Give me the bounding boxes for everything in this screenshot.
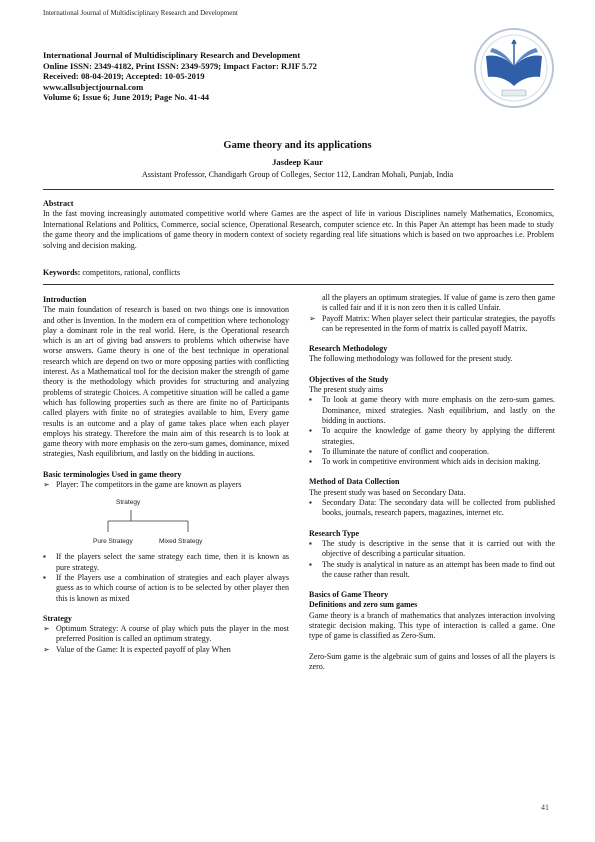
issn-line: Online ISSN: 2349-4182, Print ISSN: 2349-5979; Impact Factor: RJIF 5.72: [43, 60, 317, 71]
diagram-node-pure: Pure Strategy: [93, 538, 133, 546]
right-column: [309, 293, 555, 672]
square-bullet-icon: ▪: [309, 446, 312, 456]
research-type-heading: Research Type: [309, 528, 359, 538]
definitions-text: Game theory is a branch of mathematics that analyzes interaction involving strategic decision making. This type of interaction is called a game. One type of game is classified as Zero-Sum.: [309, 610, 555, 641]
data-collection-list: [309, 498, 555, 519]
dates-line: Received: 08-04-2019; Accepted: 10-05-2019: [43, 71, 205, 82]
research-type-list: [309, 539, 555, 580]
square-bullet-icon: ▪: [43, 572, 46, 582]
strategy-heading: Strategy: [43, 613, 72, 623]
data-collection-intro: The present study was based on Secondary Data.: [309, 487, 466, 497]
square-bullet-icon: ▪: [43, 552, 46, 562]
player-list: [43, 480, 289, 490]
arrow-bullet-icon: ➢: [43, 624, 50, 634]
basic-terms-heading: Basic terminologies Used in game theory: [43, 469, 182, 479]
list-item: ➢ Payoff Matrix: When player select their particular strategies, the payoffs can be represented in the form of matrix is called payoff Matrix.: [309, 313, 555, 333]
volume-line: Volume 6; Issue 6; June 2019; Page No. 41-44: [43, 92, 210, 103]
list-item: ▪ If the players select the same strategy each time, then it is known as pure strategy.: [43, 552, 289, 572]
abstract-heading: Abstract: [43, 199, 74, 208]
strategy-items: [43, 624, 289, 655]
list-item: ▪ The study is descriptive in the sense that it is carried out with the objective of describing a particular situation.: [309, 538, 555, 559]
running-head: International Journal of Multidisciplinary Research and Development: [43, 9, 238, 17]
introduction-text: The main foundation of research is based on two things one is innovation and other is Invention. In the modern era of competition where techonology play a dominant role in the real world. Here, is the Operational research which is an art of giving bad answers to problems which otherwise have worse answers. Game theory is one of the best technique in operational research which are depend on two or more opposing parties with conflicting interest. As a Mathematical tool for the decision maker the strength of game theory is the methodology which provides for structuring and analyzing problems of strategic Choices. A competitive situation will be called a game which has following properties such as there are finite no of Participants called players with finite no of strategies available to him, Every game results is an outcome and a play of game takes place when each player employs his strategy. Therefore the main aim of this research is to look at game theory with more emphasis on the zero-sum games, dominance, mixed strategies, Nash equilibrium, and lastly on the bidding in auctions.: [43, 305, 289, 459]
arrow-bullet-icon: ➢: [309, 313, 316, 323]
arrow-bullet-icon: ➢: [43, 480, 50, 490]
objectives-list: [309, 395, 555, 467]
data-collection-heading: Method of Data Collection: [309, 477, 400, 487]
divider-top: [43, 189, 554, 190]
square-bullet-icon: ▪: [309, 498, 312, 508]
journal-name: International Journal of Multidisciplinary Research and Development: [43, 50, 301, 60]
list-item: ➢ Value of the Game: It is expected payoff of play When: [43, 644, 231, 654]
journal-header: [43, 50, 463, 103]
introduction-heading: Introduction: [43, 295, 87, 304]
objectives-intro: The present study aims: [309, 385, 383, 395]
diagram-node-mixed: Mixed Strategy: [159, 538, 203, 546]
divider-abstract: [43, 284, 554, 285]
list-item: ▪ To acquire the knowledge of game theory by applying the different strategies.: [309, 426, 555, 446]
list-item: ➢ Player: The competitors in the game are known as players: [43, 480, 242, 490]
abstract-text: In the fast moving increasingly automated competitive world where Games are the aspect of life in various Disciplines namely Mathematics, Economics, International Relations and Politics, Commerce, social science, Operational Research, computer science etc. In this Paper An attempt has been made to study the game theory and the implications of game theory in modern context of society regarding real life situations which is based on two approaches i.e. Problem solving and decision making.: [43, 209, 554, 250]
square-bullet-icon: ▪: [309, 457, 312, 467]
list-item: ▪ Secondary Data: The secondary data will be collected from published books, journals, research papers, magazines, internet etc.: [309, 498, 555, 518]
list-item: ▪ The study is analytical in nature as an attempt has been made to find out the cause rather than result.: [309, 559, 555, 579]
strategy-diagram: [43, 490, 289, 552]
payoff-list: [309, 314, 555, 335]
arrow-bullet-icon: ➢: [43, 644, 50, 654]
square-bullet-icon: ▪: [309, 426, 312, 436]
list-item: ▪ To illuminate the nature of conflict and cooperation.: [309, 446, 489, 456]
research-methodology-text: The following methodology was followed for the present study.: [309, 354, 513, 364]
list-item: ▪ To look at game theory with more emphasis on the zero-sum games. Dominance, mixed strategies. Nash equilibrium, and lastly on the bidding in auctions.: [309, 395, 555, 425]
diagram-node-strategy: Strategy: [116, 499, 141, 507]
basics-heading: Basics of Game Theory: [309, 590, 389, 600]
value-of-game-continued: all the players an optimum strategies. If value of game is zero then game is called fair and if it is non zero then it is called Unfair.: [322, 293, 555, 313]
journal-logo: [472, 26, 556, 110]
keywords-label: Keywords:: [43, 268, 81, 277]
research-methodology-heading: Research Methodology: [309, 344, 388, 354]
keywords-text: competitors, rational, conflicts: [80, 268, 181, 277]
square-bullet-icon: ▪: [309, 395, 312, 405]
left-column: [43, 295, 289, 655]
square-bullet-icon: ▪: [309, 559, 312, 569]
website-line: www.allsubjectjournal.com: [43, 81, 144, 92]
definitions-heading: Definitions and zero sum games: [309, 600, 418, 610]
list-item: ▪ If the Players use a combination of strategies and each player always guess as to which course of action is to be selected by other player then this is known as mixed: [43, 572, 289, 603]
objectives-heading: Objectives of the Study: [309, 374, 389, 384]
square-bullet-icon: ▪: [309, 538, 312, 548]
list-item: ➢ Optimum Strategy: A course of play which puts the player in the most preferred Position is called an optimum strategy.: [43, 624, 289, 644]
keywords: [43, 268, 180, 277]
strategy-bullets: [43, 552, 289, 603]
author-name: Jasdeep Kaur: [272, 157, 323, 167]
zero-sum-text: Zero-Sum game is the algebraic sum of gains and losses of all the players is zero.: [309, 651, 555, 671]
author-affiliation: Assistant Professor, Chandigarh Group of Colleges, Sector 112, Landran Mohali, Punjab, India: [141, 170, 454, 179]
page-number: 41: [541, 803, 549, 812]
paper-title: Game theory and its applications: [223, 140, 372, 151]
list-item: ▪ To work in competitive environment which aids in decision making.: [309, 457, 541, 467]
